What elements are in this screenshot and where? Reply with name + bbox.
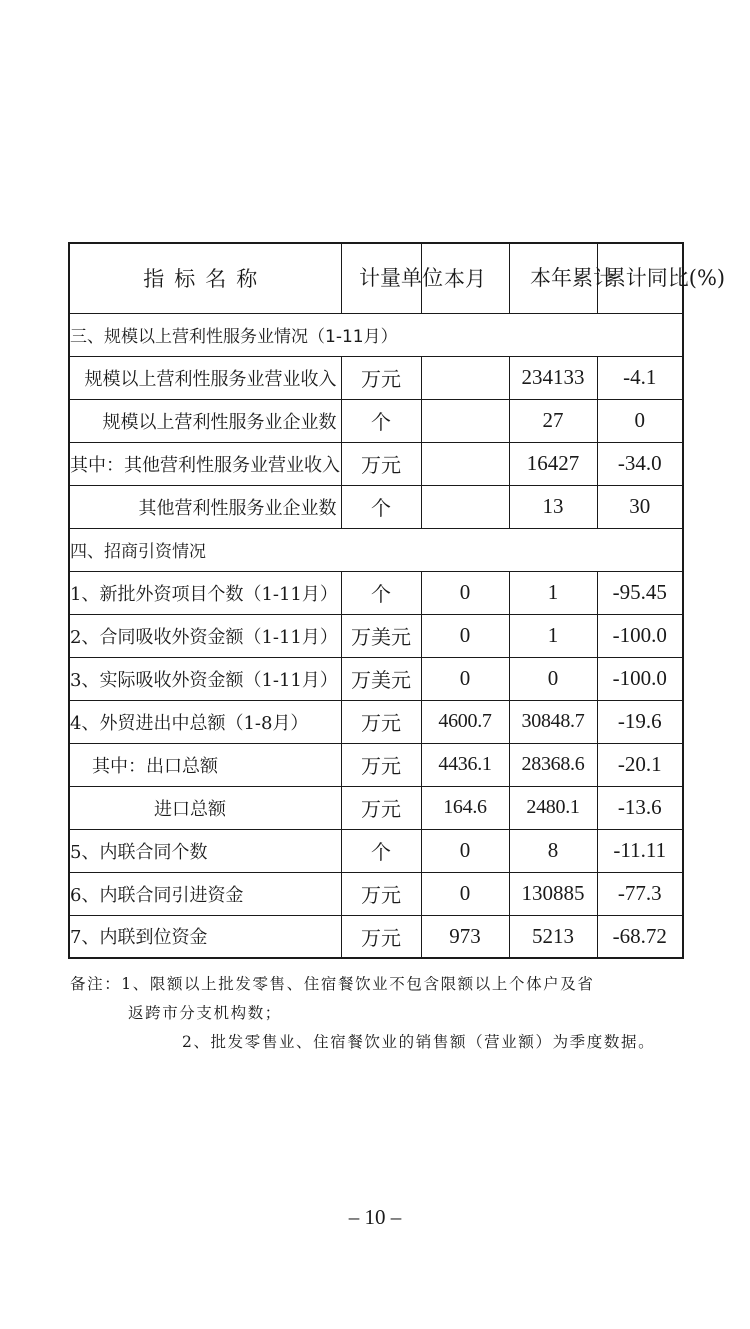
row-month: 0 xyxy=(421,657,509,700)
row-yoy: -11.11 xyxy=(597,829,683,872)
row-month: 4600.7 xyxy=(421,700,509,743)
row-month xyxy=(421,399,509,442)
row-ytd: 27 xyxy=(509,399,597,442)
row-yoy: 0 xyxy=(597,399,683,442)
header-ytd-text: 本年累计 xyxy=(530,265,614,290)
row-yoy: -4.1 xyxy=(597,356,683,399)
row-ytd: 2480.1 xyxy=(509,786,597,829)
row-ytd: 234133 xyxy=(509,356,597,399)
table-row xyxy=(69,657,683,700)
row-month: 164.6 xyxy=(421,786,509,829)
row-yoy: -34.0 xyxy=(597,442,683,485)
table-row xyxy=(69,743,683,786)
table-row xyxy=(69,829,683,872)
row-ytd: 8 xyxy=(509,829,597,872)
row-ytd: 130885 xyxy=(509,872,597,915)
table-row xyxy=(69,872,683,915)
section-title: 四、招商引资情况 xyxy=(69,528,683,571)
row-name: 4、外贸进出中总额（1-8月） xyxy=(69,700,341,743)
row-month: 973 xyxy=(421,915,509,958)
row-unit: 万元 xyxy=(341,872,421,915)
notes-block xyxy=(70,970,690,1057)
header-ytd xyxy=(509,243,614,313)
row-unit: 个 xyxy=(341,399,421,442)
table-header-row xyxy=(69,243,683,313)
row-yoy: 30 xyxy=(597,485,683,528)
row-yoy: -100.0 xyxy=(597,614,683,657)
row-month: 0 xyxy=(421,872,509,915)
row-month: 4436.1 xyxy=(421,743,509,786)
row-unit: 万元 xyxy=(341,743,421,786)
row-month xyxy=(421,485,509,528)
row-name: 6、内联合同引进资金 xyxy=(69,872,341,915)
row-yoy: -95.45 xyxy=(597,571,683,614)
row-unit: 个 xyxy=(341,485,421,528)
header-unit xyxy=(341,243,443,313)
statistics-table xyxy=(68,242,726,959)
row-unit: 个 xyxy=(341,829,421,872)
table-row xyxy=(69,614,683,657)
row-month: 0 xyxy=(421,829,509,872)
row-month xyxy=(421,356,509,399)
table-row xyxy=(69,786,683,829)
row-unit: 万元 xyxy=(341,786,421,829)
note-line-3: 2、批发零售业、住宿餐饮业的销售额（营业额）为季度数据。 xyxy=(182,1033,656,1051)
row-name: 5、内联合同个数 xyxy=(69,829,341,872)
table-row xyxy=(69,485,683,528)
row-ytd: 28368.6 xyxy=(509,743,597,786)
row-unit: 个 xyxy=(341,571,421,614)
row-name: 其中：出口总额 xyxy=(69,743,341,786)
row-yoy: -13.6 xyxy=(597,786,683,829)
row-yoy: -77.3 xyxy=(597,872,683,915)
row-yoy: -20.1 xyxy=(597,743,683,786)
table-row xyxy=(69,399,683,442)
table-row xyxy=(69,356,683,399)
row-unit: 万元 xyxy=(341,356,421,399)
row-ytd: 5213 xyxy=(509,915,597,958)
row-ytd: 1 xyxy=(509,571,597,614)
header-yoy xyxy=(597,243,726,313)
table-row xyxy=(69,442,683,485)
row-unit: 万美元 xyxy=(341,614,421,657)
table-row xyxy=(69,571,683,614)
row-ytd: 13 xyxy=(509,485,597,528)
row-ytd: 1 xyxy=(509,614,597,657)
table-row xyxy=(69,915,683,958)
row-name: 7、内联到位资金 xyxy=(69,915,341,958)
note-line-2: 返跨市分支机构数； xyxy=(128,1004,282,1022)
section-title: 三、规模以上营利性服务业情况（1-11月） xyxy=(69,313,683,356)
row-name: 其中：其他营利性服务业营业收入 xyxy=(69,442,341,485)
row-unit: 万元 xyxy=(341,442,421,485)
row-name: 规模以上营利性服务业营业收入 xyxy=(69,356,341,399)
row-ytd: 16427 xyxy=(509,442,597,485)
section-row xyxy=(69,528,683,571)
row-ytd: 30848.7 xyxy=(509,700,597,743)
row-yoy: -68.72 xyxy=(597,915,683,958)
row-name: 规模以上营利性服务业企业数 xyxy=(69,399,341,442)
row-yoy: -100.0 xyxy=(597,657,683,700)
header-month: 本月 xyxy=(421,243,509,313)
header-indicator-name: 指标名称 xyxy=(69,243,341,313)
section-row xyxy=(69,313,683,356)
row-month: 0 xyxy=(421,571,509,614)
row-month xyxy=(421,442,509,485)
row-name: 3、实际吸收外资金额（1-11月） xyxy=(69,657,341,700)
row-yoy: -19.6 xyxy=(597,700,683,743)
row-unit: 万美元 xyxy=(341,657,421,700)
table-row xyxy=(69,700,683,743)
row-name: 其他营利性服务业企业数 xyxy=(69,485,341,528)
header-yoy-text: 累计同比(%) xyxy=(604,265,726,290)
row-name: 进口总额 xyxy=(69,786,341,829)
row-ytd: 0 xyxy=(509,657,597,700)
page-number: – 10 – xyxy=(348,1205,402,1229)
row-name: 2、合同吸收外资金额（1-11月） xyxy=(69,614,341,657)
row-unit: 万元 xyxy=(341,915,421,958)
row-name: 1、新批外资项目个数（1-11月） xyxy=(69,571,341,614)
note-line-1: 备注：1、限额以上批发零售、住宿餐饮业不包含限额以上个体户及省 xyxy=(70,975,595,993)
header-unit-text: 计量单位 xyxy=(359,265,443,290)
row-unit: 万元 xyxy=(341,700,421,743)
row-month: 0 xyxy=(421,614,509,657)
